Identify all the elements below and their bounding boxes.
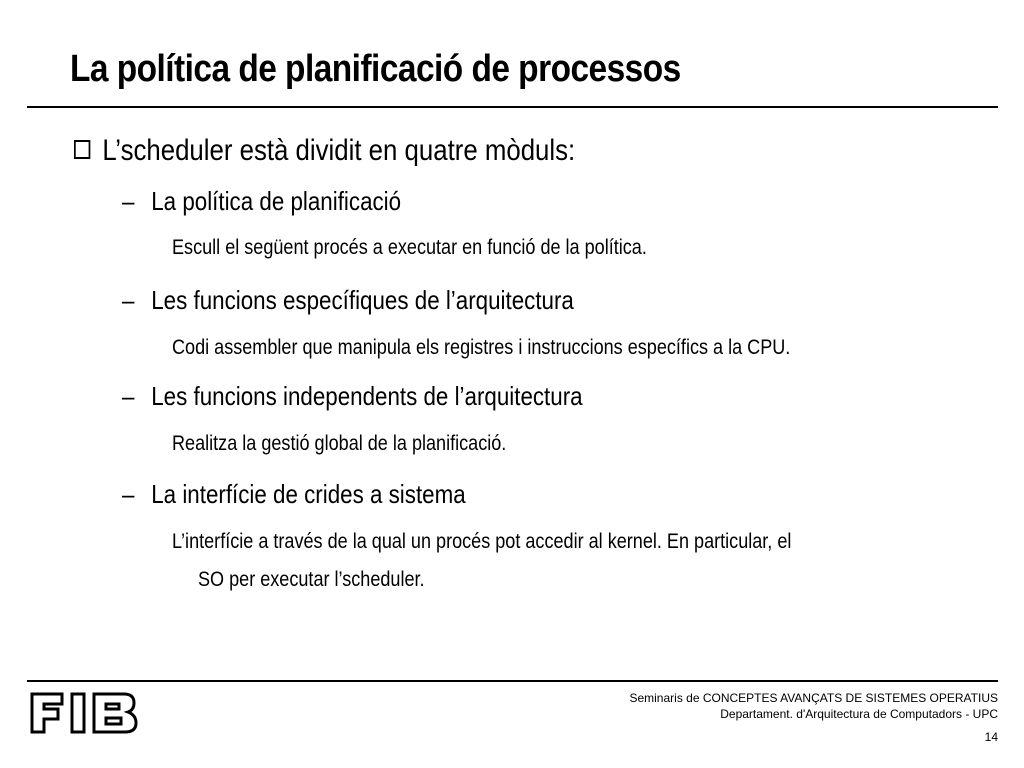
main-bullet (74, 134, 575, 168)
module-description: Realitza la gestió global de la planificació. (172, 432, 507, 455)
dash-marker: – (122, 381, 135, 411)
module-heading (122, 285, 574, 316)
module-description-continued: SO per executar l’scheduler. (198, 568, 425, 591)
module-heading-text: La interfície de crides a sistema (151, 479, 466, 509)
footer-department: Departament. d'Arquitectura de Computadors - UPC (720, 707, 998, 721)
module-description: Escull el següent procés a executar en funció de la política. (172, 236, 647, 259)
footer-divider (27, 680, 998, 682)
module-heading (122, 479, 466, 510)
module-heading-text: Les funcions independents de l’arquitectura (151, 381, 583, 411)
main-bullet-text: L’scheduler està dividit en quatre mòduls: (102, 134, 576, 167)
module-description: L’interfície a través de la qual un procés pot accedir al kernel. En particular, el (172, 530, 792, 553)
footer-credits (629, 690, 998, 722)
module-heading-text: Les funcions específiques de l’arquitectura (151, 285, 574, 315)
footer-course: Seminaris de CONCEPTES AVANÇATS DE SISTEMES OPERATIUS (629, 691, 998, 705)
page-number: 14 (984, 730, 998, 744)
module-heading-text: La política de planificació (151, 186, 402, 216)
slide-title: La política de planificació de processos (70, 48, 681, 90)
module-heading (122, 186, 401, 217)
dash-marker: – (122, 285, 135, 315)
square-bullet-icon (74, 140, 90, 159)
dash-marker: – (122, 186, 135, 216)
module-description: Codi assembler que manipula els registres i instruccions específics a la CPU. (172, 336, 791, 359)
dash-marker: – (122, 479, 135, 509)
fib-logo (28, 690, 140, 741)
module-heading (122, 381, 583, 412)
title-divider (27, 106, 998, 108)
